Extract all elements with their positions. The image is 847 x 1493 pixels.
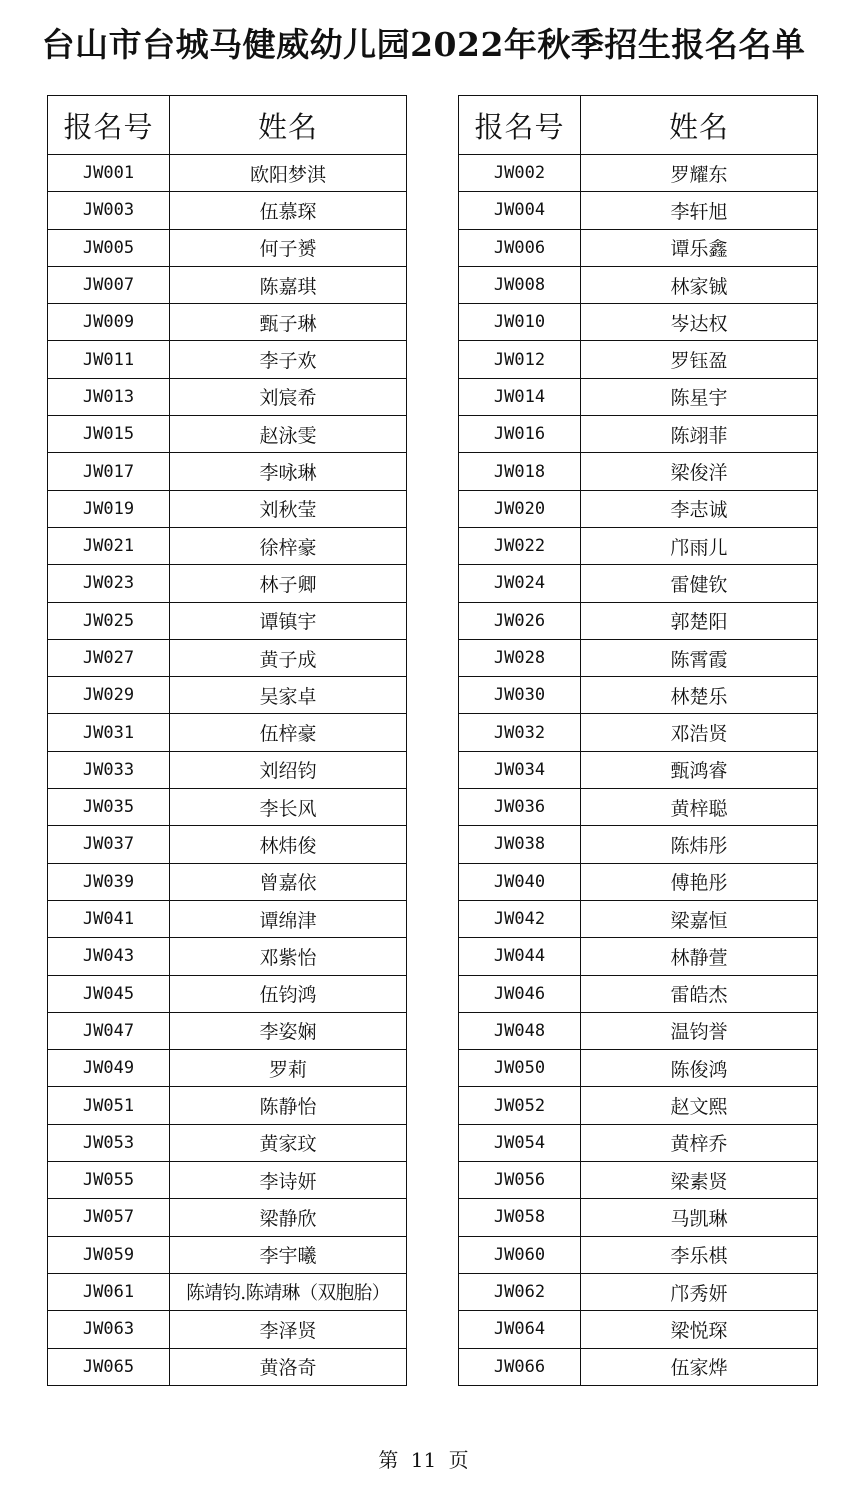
child-name: 甄鸿睿 — [581, 751, 818, 788]
table-header-row — [48, 96, 407, 155]
registration-number: JW036 — [459, 789, 581, 826]
table-row — [48, 527, 407, 564]
registration-number: JW048 — [459, 1012, 581, 1049]
column-header-name: 姓名 — [581, 96, 818, 155]
child-name: 梁素贤 — [581, 1162, 818, 1199]
table-row — [48, 304, 407, 341]
child-name: 梁俊洋 — [581, 453, 818, 490]
table-row — [48, 416, 407, 453]
table-header-row — [459, 96, 818, 155]
child-name: 李咏琳 — [170, 453, 407, 490]
child-name: 邓紫怡 — [170, 938, 407, 975]
child-name: 陈靖钧.陈靖琳（双胞胎） — [170, 1273, 407, 1310]
child-name: 甄子琳 — [170, 304, 407, 341]
registration-number: JW009 — [48, 304, 170, 341]
table-row — [459, 677, 818, 714]
table-row — [48, 789, 407, 826]
table-row — [459, 378, 818, 415]
registration-number: JW065 — [48, 1348, 170, 1385]
registration-number: JW006 — [459, 229, 581, 266]
child-name: 林静萱 — [581, 938, 818, 975]
registration-number: JW042 — [459, 900, 581, 937]
registration-number: JW045 — [48, 975, 170, 1012]
registration-number: JW060 — [459, 1236, 581, 1273]
child-name: 邝雨儿 — [581, 527, 818, 564]
registration-number: JW027 — [48, 639, 170, 676]
child-name: 林炜俊 — [170, 826, 407, 863]
child-name: 罗钰盈 — [581, 341, 818, 378]
table-row — [459, 565, 818, 602]
table-row — [459, 826, 818, 863]
registration-number: JW024 — [459, 565, 581, 602]
child-name: 岑达权 — [581, 304, 818, 341]
registration-number: JW012 — [459, 341, 581, 378]
child-name: 温钧誉 — [581, 1012, 818, 1049]
registration-number: JW028 — [459, 639, 581, 676]
child-name: 黄子成 — [170, 639, 407, 676]
table-row — [459, 1162, 818, 1199]
registration-number: JW020 — [459, 490, 581, 527]
child-name: 梁悦琛 — [581, 1311, 818, 1348]
table-row — [48, 192, 407, 229]
child-name: 李乐棋 — [581, 1236, 818, 1273]
child-name: 吴家卓 — [170, 677, 407, 714]
registration-number: JW032 — [459, 714, 581, 751]
registration-number: JW051 — [48, 1087, 170, 1124]
child-name: 李宇曦 — [170, 1236, 407, 1273]
registration-number: JW056 — [459, 1162, 581, 1199]
table-row — [48, 863, 407, 900]
child-name: 黄洛奇 — [170, 1348, 407, 1385]
table-row — [48, 1050, 407, 1087]
table-row — [48, 677, 407, 714]
registration-number: JW013 — [48, 378, 170, 415]
registration-number: JW004 — [459, 192, 581, 229]
child-name: 刘宸希 — [170, 378, 407, 415]
table-row — [48, 565, 407, 602]
table-row — [459, 900, 818, 937]
table-row — [459, 453, 818, 490]
table-row — [48, 378, 407, 415]
table-row — [48, 900, 407, 937]
child-name: 李诗妍 — [170, 1162, 407, 1199]
registration-number: JW033 — [48, 751, 170, 788]
child-name: 罗耀东 — [581, 155, 818, 192]
registration-number: JW041 — [48, 900, 170, 937]
registration-number: JW062 — [459, 1273, 581, 1310]
table-row — [459, 975, 818, 1012]
child-name: 李泽贤 — [170, 1311, 407, 1348]
registration-number: JW058 — [459, 1199, 581, 1236]
table-row — [459, 789, 818, 826]
table-row — [459, 1087, 818, 1124]
column-header-id: 报名号 — [48, 96, 170, 155]
registration-number: JW059 — [48, 1236, 170, 1273]
child-name: 黄梓乔 — [581, 1124, 818, 1161]
registration-number: JW035 — [48, 789, 170, 826]
registration-number: JW037 — [48, 826, 170, 863]
table-row — [459, 155, 818, 192]
child-name: 李长风 — [170, 789, 407, 826]
table-row — [48, 1348, 407, 1385]
table-row — [48, 602, 407, 639]
registration-number: JW021 — [48, 527, 170, 564]
table-row — [459, 1348, 818, 1385]
table-row — [48, 1311, 407, 1348]
table-row — [48, 155, 407, 192]
registration-number: JW002 — [459, 155, 581, 192]
registration-number: JW052 — [459, 1087, 581, 1124]
registration-number: JW005 — [48, 229, 170, 266]
registration-number: JW061 — [48, 1273, 170, 1310]
table-row — [48, 453, 407, 490]
registration-number: JW015 — [48, 416, 170, 453]
registration-number: JW050 — [459, 1050, 581, 1087]
registration-number: JW022 — [459, 527, 581, 564]
table-row — [459, 1273, 818, 1310]
child-name: 郭楚阳 — [581, 602, 818, 639]
registration-number: JW029 — [48, 677, 170, 714]
table-row — [459, 490, 818, 527]
registration-number: JW019 — [48, 490, 170, 527]
child-name: 伍家烨 — [581, 1348, 818, 1385]
child-name: 黄梓聪 — [581, 789, 818, 826]
child-name: 谭镇宇 — [170, 602, 407, 639]
table-row — [459, 863, 818, 900]
child-name: 赵泳雯 — [170, 416, 407, 453]
registration-number: JW007 — [48, 266, 170, 303]
table-row — [48, 1162, 407, 1199]
table-row — [48, 751, 407, 788]
table-row — [459, 341, 818, 378]
child-name: 陈静怡 — [170, 1087, 407, 1124]
child-name: 林楚乐 — [581, 677, 818, 714]
column-header-name: 姓名 — [170, 96, 407, 155]
table-row — [459, 639, 818, 676]
registration-number: JW063 — [48, 1311, 170, 1348]
child-name: 邝秀妍 — [581, 1273, 818, 1310]
page-title: 台山市台城马健威幼儿园2022年秋季招生报名名单 — [41, 25, 806, 64]
registration-number: JW040 — [459, 863, 581, 900]
child-name: 李轩旭 — [581, 192, 818, 229]
table-row — [48, 266, 407, 303]
table-row — [459, 602, 818, 639]
table-row — [48, 1087, 407, 1124]
registration-number: JW010 — [459, 304, 581, 341]
child-name: 伍钧鸿 — [170, 975, 407, 1012]
child-name: 傅艳彤 — [581, 863, 818, 900]
roster-body-right — [459, 155, 818, 1386]
registration-number: JW016 — [459, 416, 581, 453]
child-name: 伍梓豪 — [170, 714, 407, 751]
table-row — [459, 1012, 818, 1049]
registration-number: JW055 — [48, 1162, 170, 1199]
registration-number: JW025 — [48, 602, 170, 639]
table-row — [48, 975, 407, 1012]
child-name: 刘秋莹 — [170, 490, 407, 527]
child-name: 刘绍钧 — [170, 751, 407, 788]
table-row — [48, 639, 407, 676]
registration-number: JW043 — [48, 938, 170, 975]
child-name: 陈俊鸿 — [581, 1050, 818, 1087]
registration-number: JW014 — [459, 378, 581, 415]
registration-number: JW017 — [48, 453, 170, 490]
registration-number: JW044 — [459, 938, 581, 975]
child-name: 何子赟 — [170, 229, 407, 266]
child-name: 梁静欣 — [170, 1199, 407, 1236]
registration-number: JW053 — [48, 1124, 170, 1161]
table-row — [459, 1311, 818, 1348]
registration-number: JW039 — [48, 863, 170, 900]
child-name: 罗莉 — [170, 1050, 407, 1087]
column-header-id: 报名号 — [459, 96, 581, 155]
registration-number: JW023 — [48, 565, 170, 602]
registration-number: JW031 — [48, 714, 170, 751]
registration-number: JW066 — [459, 1348, 581, 1385]
registration-number: JW064 — [459, 1311, 581, 1348]
table-row — [48, 1236, 407, 1273]
child-name: 曾嘉依 — [170, 863, 407, 900]
table-row — [459, 304, 818, 341]
registration-number: JW054 — [459, 1124, 581, 1161]
table-row — [48, 1012, 407, 1049]
child-name: 陈炜彤 — [581, 826, 818, 863]
table-row — [459, 1050, 818, 1087]
child-name: 雷健钦 — [581, 565, 818, 602]
registration-number: JW046 — [459, 975, 581, 1012]
page-number: 第 11 页 — [378, 1448, 469, 1472]
table-row — [48, 714, 407, 751]
table-row — [459, 416, 818, 453]
registration-number: JW018 — [459, 453, 581, 490]
table-row — [459, 938, 818, 975]
child-name: 黄家玟 — [170, 1124, 407, 1161]
child-name: 马凯琳 — [581, 1199, 818, 1236]
table-row — [48, 1199, 407, 1236]
table-row — [459, 1199, 818, 1236]
roster-table-left — [47, 95, 407, 1386]
child-name: 赵文熙 — [581, 1087, 818, 1124]
registration-number: JW011 — [48, 341, 170, 378]
table-row — [459, 1236, 818, 1273]
table-row — [48, 341, 407, 378]
child-name: 林家铖 — [581, 266, 818, 303]
table-row — [459, 527, 818, 564]
registration-number: JW008 — [459, 266, 581, 303]
child-name: 雷皓杰 — [581, 975, 818, 1012]
child-name: 李姿娴 — [170, 1012, 407, 1049]
table-row — [48, 1124, 407, 1161]
registration-number: JW030 — [459, 677, 581, 714]
table-row — [459, 229, 818, 266]
table-row — [459, 266, 818, 303]
child-name: 徐梓豪 — [170, 527, 407, 564]
registration-number: JW001 — [48, 155, 170, 192]
table-row — [459, 1124, 818, 1161]
registration-number: JW034 — [459, 751, 581, 788]
registration-number: JW026 — [459, 602, 581, 639]
registration-number: JW057 — [48, 1199, 170, 1236]
child-name: 陈翊菲 — [581, 416, 818, 453]
table-row — [48, 490, 407, 527]
child-name: 李志诚 — [581, 490, 818, 527]
registration-number: JW047 — [48, 1012, 170, 1049]
child-name: 谭乐鑫 — [581, 229, 818, 266]
child-name: 林子卿 — [170, 565, 407, 602]
roster-table-right — [458, 95, 818, 1386]
child-name: 李子欢 — [170, 341, 407, 378]
child-name: 谭绵津 — [170, 900, 407, 937]
child-name: 陈星宇 — [581, 378, 818, 415]
child-name: 邓浩贤 — [581, 714, 818, 751]
table-row — [48, 229, 407, 266]
registration-number: JW038 — [459, 826, 581, 863]
child-name: 陈嘉琪 — [170, 266, 407, 303]
table-row — [48, 826, 407, 863]
child-name: 伍慕琛 — [170, 192, 407, 229]
child-name: 陈霄霞 — [581, 639, 818, 676]
table-row — [48, 1273, 407, 1310]
table-row — [459, 751, 818, 788]
registration-number: JW049 — [48, 1050, 170, 1087]
table-row — [48, 938, 407, 975]
roster-body-left — [48, 155, 407, 1386]
table-row — [459, 192, 818, 229]
table-row — [459, 714, 818, 751]
child-name: 梁嘉恒 — [581, 900, 818, 937]
child-name: 欧阳梦淇 — [170, 155, 407, 192]
registration-number: JW003 — [48, 192, 170, 229]
